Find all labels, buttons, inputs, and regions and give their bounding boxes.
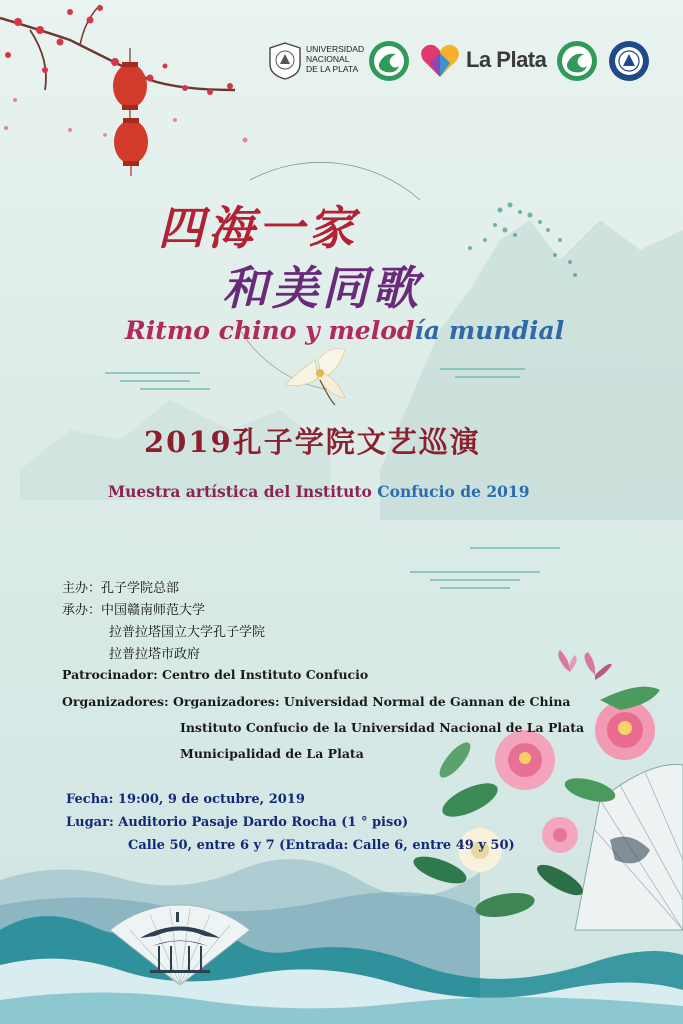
undertaker-value: 拉普拉塔国立大学孔子学院 bbox=[109, 625, 266, 640]
title-chinese-line1: 四海一家 bbox=[158, 201, 358, 255]
undertaker-value: 拉普拉塔市政府 bbox=[109, 647, 201, 662]
la-plata-wordmark: La Plata bbox=[466, 47, 547, 72]
logo-row bbox=[268, 38, 658, 88]
event-date: Fecha: 19:00, 9 de octubre, 2019 bbox=[66, 792, 305, 807]
organizers-line: Municipalidad de La Plata bbox=[180, 746, 364, 761]
sponsor-line: Patrocinador: Centro del Instituto Confucio bbox=[62, 667, 369, 682]
host-label: 主办： bbox=[62, 581, 102, 596]
event-address: Calle 50, entre 6 y 7 (Entrada: Calle 6, entre 49 y 50) bbox=[128, 838, 515, 853]
lanterns bbox=[113, 48, 148, 176]
confucius-institute-logo-icon bbox=[368, 40, 410, 82]
unlp-seal-icon bbox=[268, 42, 302, 80]
undertaker-label: 承办： bbox=[62, 603, 102, 618]
host-line bbox=[62, 577, 179, 596]
subtitle-spanish bbox=[108, 482, 529, 501]
gannan-university-seal-icon bbox=[608, 40, 650, 82]
title-chinese-line2: 和美同歌 bbox=[222, 261, 422, 315]
host-value: 孔子学院总部 bbox=[101, 581, 180, 596]
title-spanish bbox=[125, 316, 564, 345]
title-spanish-part1: Ritmo chino y melod bbox=[125, 316, 415, 345]
undertaker-value: 中国赣南师范大学 bbox=[101, 603, 206, 618]
undertaker-line bbox=[62, 599, 205, 618]
subtitle-spanish-part2: Confucio de 2019 bbox=[377, 482, 530, 501]
subtitle-chinese: 2019孔子学院文艺巡演 bbox=[144, 425, 481, 459]
unlp-name: UNIVERSIDAD NACIONAL DE LA PLATA bbox=[306, 44, 365, 74]
la-plata-heart-icon bbox=[420, 43, 460, 79]
butterflies bbox=[558, 650, 612, 680]
event-venue: Lugar: Auditorio Pasaje Dardo Rocha (1 ° piso) bbox=[66, 815, 409, 830]
mountain-shape bbox=[380, 220, 683, 520]
organizers-line: Instituto Confucio de la Universidad Nacional de La Plata bbox=[180, 720, 585, 735]
subtitle-spanish-part1: Muestra artística del Instituto bbox=[108, 482, 378, 501]
title-spanish-part2: ía mundial bbox=[414, 316, 565, 345]
organizers-line: Organizadores: Organizadores: Universidad Normal de Gannan de China bbox=[62, 694, 571, 709]
confucius-institute-logo-icon bbox=[556, 40, 598, 82]
magnolia-flower bbox=[285, 349, 345, 405]
